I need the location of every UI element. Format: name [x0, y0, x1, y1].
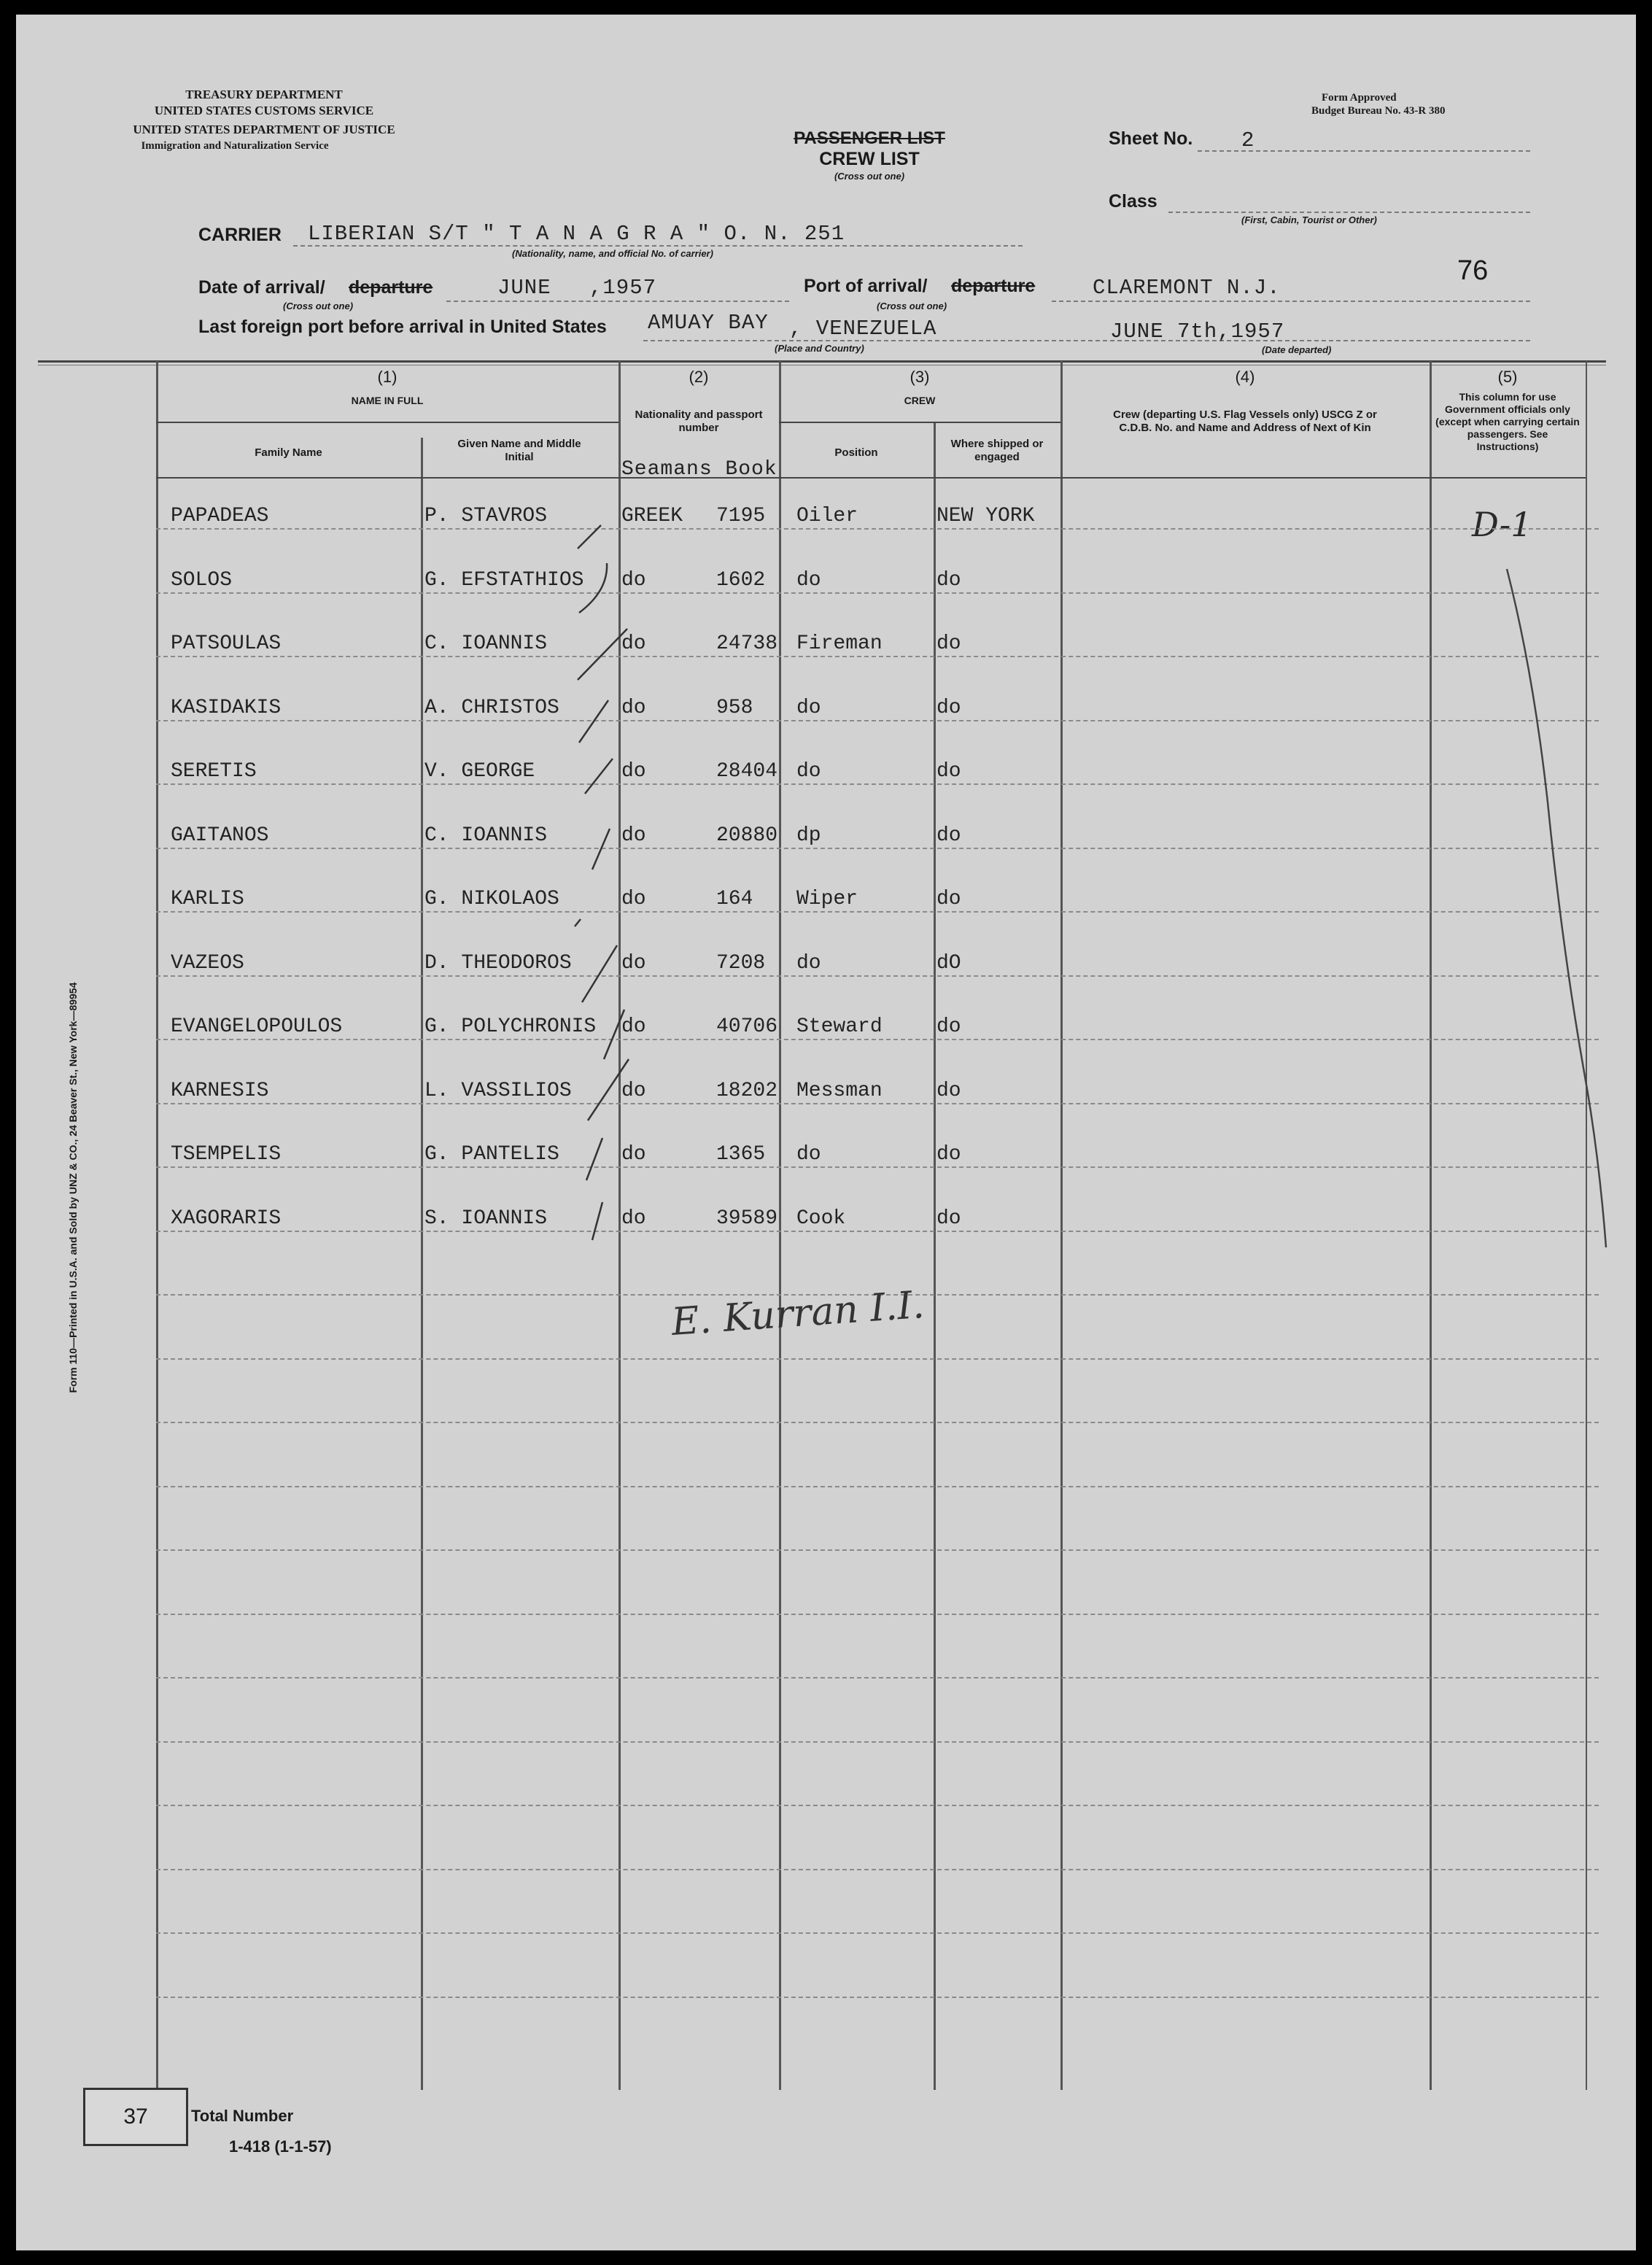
nationality: do [621, 568, 646, 592]
given-name: P. STAVROS [424, 505, 548, 527]
given-name: S. IOANNIS [424, 1207, 548, 1230]
where-shipped: NEW YORK [936, 505, 1035, 527]
col5-mark: D-1 [1472, 505, 1532, 544]
port-struck: departure [951, 276, 1036, 296]
date-value: JUNE [497, 276, 551, 300]
col1-number: (1) [377, 368, 398, 386]
passport-number: 40706 [716, 1015, 778, 1038]
position: do [796, 951, 821, 975]
date-year: ,1957 [589, 276, 657, 300]
family-name: KARNESIS [171, 1079, 269, 1102]
sheet-number: 2 [1241, 128, 1255, 152]
carrier-label: CARRIER [198, 225, 282, 245]
check-mark [592, 829, 610, 870]
check-mark [588, 1059, 629, 1120]
col2-value: Seamans Book [621, 458, 777, 481]
passport-number: 39589 [716, 1207, 778, 1230]
passport-number: 1365 [716, 1143, 766, 1166]
family-name: TSEMPELIS [171, 1143, 282, 1166]
given-name: G. POLYCHRONIS [424, 1015, 597, 1038]
nationality: do [621, 696, 646, 719]
last-port-label: Last foreign port before arrival in United States [198, 317, 607, 337]
where-shipped: do [936, 632, 961, 655]
family-name: VAZEOS [171, 951, 244, 975]
where-shipped: do [936, 568, 961, 592]
document-sheet [16, 15, 1636, 2250]
total-box: 37 [83, 2088, 188, 2146]
position: do [796, 568, 821, 592]
title-note: (Cross out one) [834, 171, 905, 182]
col-shipped: Where shipped or engaged [950, 438, 1044, 463]
col4-number: (4) [1235, 368, 1255, 386]
passport-number: 28404 [716, 760, 778, 783]
port-note: (Cross out one) [877, 301, 947, 311]
given-name: A. CHRISTOS [424, 696, 559, 719]
agency-line-3: UNITED STATES DEPARTMENT OF JUSTICE [133, 123, 395, 136]
position: Fireman [796, 632, 883, 655]
date-departed-note: (Date departed) [1262, 344, 1332, 355]
check-marks [575, 525, 629, 1240]
form-code: 1-418 (1-1-57) [229, 2137, 332, 2156]
nationality: do [621, 1143, 646, 1166]
where-shipped: do [936, 696, 961, 719]
given-name: G. EFSTATHIOS [424, 568, 584, 592]
check-mark [578, 629, 627, 680]
col2-title: Nationality and passport number [635, 409, 763, 434]
check-mark [586, 1138, 602, 1180]
col-position: Position [834, 446, 878, 459]
date-label: Date of arrival/ [198, 277, 325, 298]
where-shipped: dO [936, 951, 961, 975]
passport-number: 20880 [716, 824, 778, 847]
where-shipped: do [936, 760, 961, 783]
where-shipped: do [936, 1143, 961, 1166]
carrier-value: LIBERIAN S/T " T A N A G R A " O. N. 251 [308, 222, 845, 246]
family-name: SERETIS [171, 760, 257, 783]
passport-number: 7208 [716, 951, 766, 975]
col-given: Given Name and Middle Initial [457, 438, 581, 463]
nationality: do [621, 824, 646, 847]
family-name: KARLIS [171, 888, 244, 910]
given-name: G. NIKOLAOS [424, 888, 559, 910]
position: Wiper [796, 888, 858, 910]
family-name: EVANGELOPOULOS [171, 1015, 343, 1038]
nationality: do [621, 1079, 646, 1102]
date-note: (Cross out one) [283, 301, 354, 311]
agency-line-4: Immigration and Naturalization Service [141, 140, 329, 152]
given-name: V. GEORGE [424, 760, 535, 783]
given-name: D. THEODOROS [424, 951, 572, 975]
title-struck: PASSENGER LIST [794, 128, 945, 148]
position: Cook [796, 1207, 846, 1230]
where-shipped: do [936, 824, 961, 847]
check-mark [578, 525, 601, 549]
date-departed-value: JUNE 7th,1957 [1110, 320, 1285, 344]
approval-line-2: Budget Bureau No. 43-R 380 [1311, 105, 1446, 117]
check-mark [575, 919, 581, 926]
col3-number: (3) [910, 368, 930, 386]
family-name: SOLOS [171, 568, 233, 592]
family-name: XAGORARIS [171, 1207, 282, 1230]
last-port-note: (Place and Country) [775, 343, 864, 354]
position: do [796, 1143, 821, 1166]
col4-title: Crew (departing U.S. Flag Vessels only) USCG Z or C.D.B. No. and Name and Address of Next of Kin [1113, 409, 1377, 434]
handwritten-marks [16, 15, 1636, 2250]
page-number: 76 [1457, 255, 1489, 286]
col5-number: (5) [1497, 368, 1518, 386]
family-name: GAITANOS [171, 824, 269, 847]
passport-number: 18202 [716, 1079, 778, 1102]
given-name: C. IOANNIS [424, 632, 548, 655]
nationality: do [621, 632, 646, 655]
given-name: L. VASSILIOS [424, 1079, 572, 1102]
agency-line-1: TREASURY DEPARTMENT [185, 88, 343, 101]
nationality: do [621, 760, 646, 783]
family-name: PAPADEAS [171, 505, 269, 527]
port-label: Port of arrival/ [804, 276, 928, 296]
position: do [796, 760, 821, 783]
total-label: Total Number [191, 2107, 294, 2125]
check-mark [592, 1202, 602, 1240]
document-title: CREW LIST [819, 149, 920, 169]
position: Steward [796, 1015, 883, 1038]
passport-number: 1602 [716, 568, 766, 592]
passport-number: 958 [716, 696, 753, 719]
check-mark [585, 759, 613, 794]
position: do [796, 696, 821, 719]
col-family: Family Name [255, 446, 322, 459]
signature: E. Kurran I.I. [670, 1282, 926, 1344]
last-port-value: AMUAY BAY [648, 311, 769, 335]
col2-number: (2) [689, 368, 709, 386]
nationality: do [621, 1015, 646, 1038]
position: Messman [796, 1079, 883, 1102]
position: Oiler [796, 505, 858, 527]
col5-title: This column for use Government officials only (except when carrying certain passengers. See Instructions) [1435, 391, 1580, 452]
check-mark [604, 1010, 624, 1059]
where-shipped: do [936, 1207, 961, 1230]
col1-title: NAME IN FULL [351, 395, 424, 406]
carrier-note: (Nationality, name, and official No. of carrier) [512, 248, 713, 259]
class-note: (First, Cabin, Tourist or Other) [1241, 214, 1377, 225]
family-name: KASIDAKIS [171, 696, 282, 719]
where-shipped: do [936, 1079, 961, 1102]
class-label: Class [1109, 191, 1157, 212]
nationality: do [621, 888, 646, 910]
date-struck: departure [349, 277, 433, 298]
nationality: GREEK [621, 505, 683, 527]
given-name: C. IOANNIS [424, 824, 548, 847]
given-name: G. PANTELIS [424, 1143, 559, 1166]
nationality: do [621, 1207, 646, 1230]
agency-line-2: UNITED STATES CUSTOMS SERVICE [154, 104, 374, 117]
nationality: do [621, 951, 646, 975]
passport-number: 24738 [716, 632, 778, 655]
col3-title: CREW [904, 395, 936, 406]
last-port-country: , VENEZUELA [789, 317, 937, 341]
passport-number: 164 [716, 888, 753, 910]
sheet-label: Sheet No. [1109, 128, 1193, 149]
check-mark [582, 945, 617, 1002]
position: dp [796, 824, 821, 847]
where-shipped: do [936, 1015, 961, 1038]
family-name: PATSOULAS [171, 632, 282, 655]
approval-line-1: Form Approved [1322, 92, 1397, 104]
side-note: Form 110—Printed in U.S.A. and Sold by UNZ & CO., 24 Beaver St., New York—89954 [67, 982, 79, 1393]
port-value: CLAREMONT N.J. [1093, 276, 1281, 300]
check-mark [579, 563, 607, 613]
where-shipped: do [936, 888, 961, 910]
check-mark [579, 700, 608, 743]
passport-number: 7195 [716, 505, 766, 527]
margin-bracket [1507, 569, 1606, 1247]
